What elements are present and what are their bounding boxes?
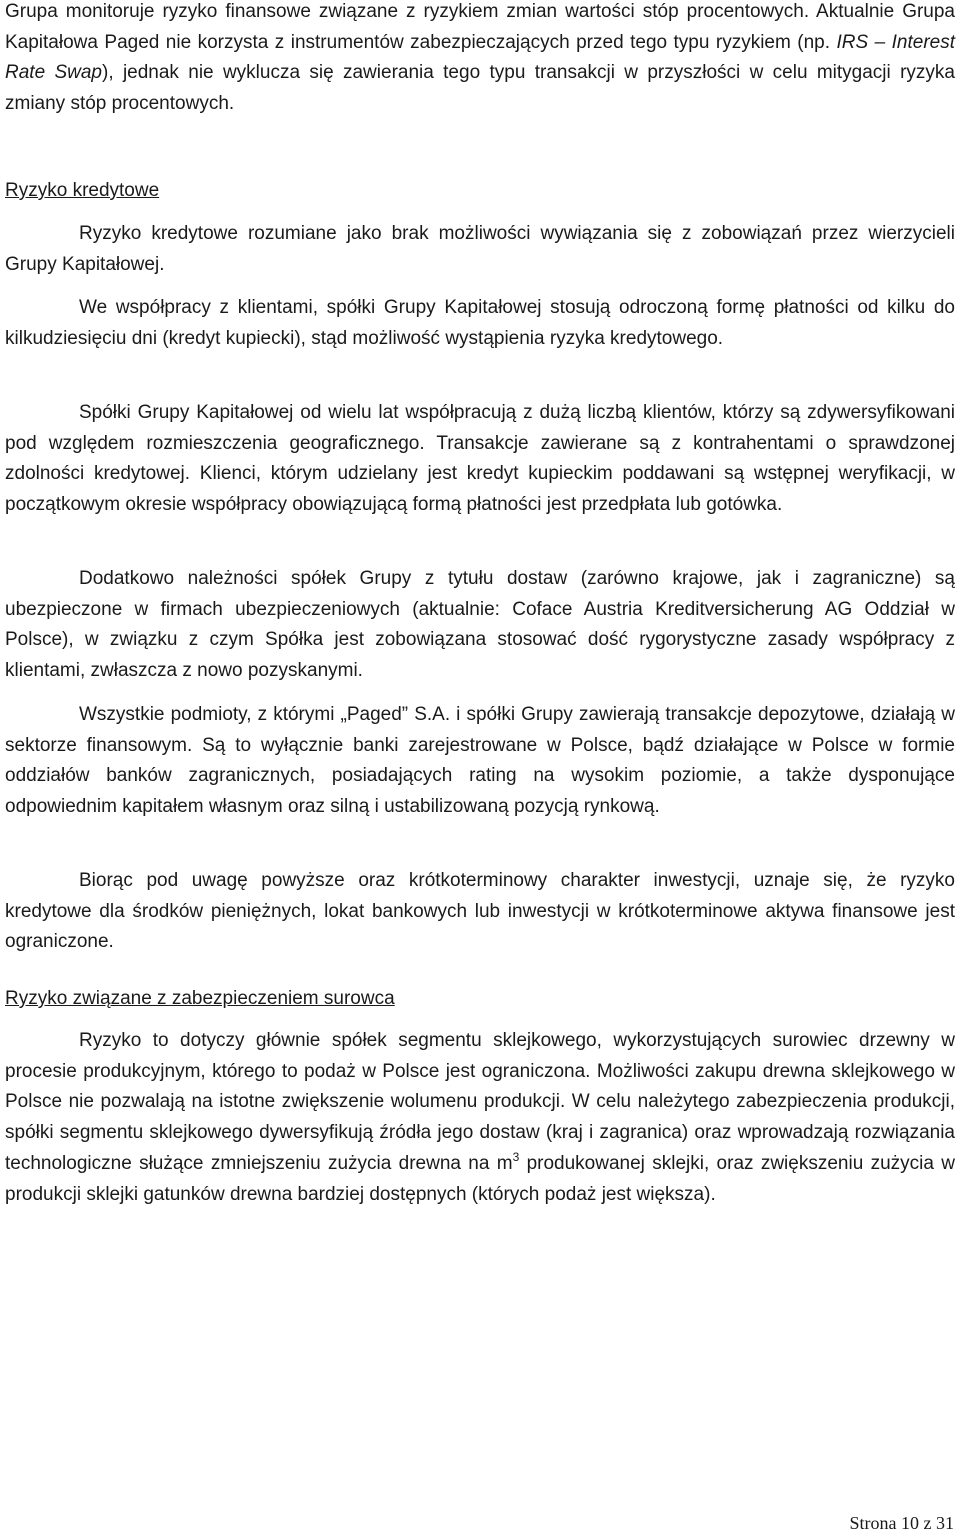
section-heading-raw-material-risk: Ryzyko związane z zabezpieczeniem surowca: [5, 988, 395, 1009]
paragraph-deferred-payment: We współpracy z klientami, spółki Grupy Kapitałowej stosują odroczoną formę płatności od kilku do kilkudziesięciu dni (kredyt kupiecki), stąd możliwość wystąpienia ryzyka kredytowego.: [5, 297, 955, 349]
paragraph-credit-definition: Ryzyko kredytowe rozumiane jako brak możliwości wywiązania się z zobowiązań przez wierzycieli Grupy Kapitałowej.: [5, 223, 955, 275]
paragraph-conclusion: Biorąc pod uwagę powyższe oraz krótkoterminowy charakter inwestycji, uznaje się, że ryzyko kredytowe dla środków pieniężnych, lokat bankowych lub inwestycji w krótkoterminowe aktywa finansowe jest ograniczone.: [5, 870, 955, 953]
paragraph-deposits: Wszystkie podmioty, z którymi „Paged” S.A. i spółki Grupy zawierają transakcje depozytowe, działają w sektorze finansowym. Są to wyłącznie banki zarejestrowane w Polsce, bądź działające w Polsce w formie oddziałów banków zagranicznych, posiadających rating na wysokim poziomie, a także dysponujące odpowiednim kapitałem własnym oraz silną i ustabilizowaną pozycją rynkową.: [5, 704, 955, 818]
paragraph-insurance: Dodatkowo należności spółek Grupy z tytułu dostaw (zarówno krajowe, jak i zagraniczne) są ubezpieczone w firmach ubezpieczeniowych (aktualnie: Coface Austria Kreditversicherung AG Oddział w Polsce), w związku z czym Spółka jest zobowiązana stosować dość rygorystyczne zasady współpracy z klientami, zwłaszcza z nowo pozyskanymi.: [5, 568, 955, 682]
paragraph-interest-rate: [5, 0, 955, 120]
superscript: 3: [512, 1149, 520, 1164]
paragraph-raw-material: [5, 1026, 955, 1210]
paragraph-clients: Spółki Grupy Kapitałowej od wielu lat współpracują z dużą liczbą klientów, którzy są zdywersyfikowani pod względem rozmieszczenia geograficznego. Transakcje zawierane są z kontrahentami o sprawdzonej zdolności kredytowej. Klienci, którym udzielany jest kredyt kupieckim poddawani są wstępnej weryfikacji, w początkowym okresie współpracy obowiązującą formą płatności jest przedpłata lub gotówka.: [5, 402, 955, 516]
page-number: Strona 10 z 31: [849, 1513, 954, 1533]
paragraph-text: Grupa monitoruje ryzyko finansowe związane z ryzykiem zmian wartości stóp procentowych. Aktualnie Grupa Kapitałowa Paged nie korzysta z instrumentów zabezpieczających przed tego typu ryzykiem (np.: [5, 1, 955, 53]
italic-term: IRS – Interest Rate Swap: [5, 31, 955, 84]
section-heading-credit-risk: Ryzyko kredytowe: [5, 180, 160, 201]
paragraph-text: Ryzyko to dotyczy głównie spółek segmentu sklejkowego, wykorzystujących surowiec drzewny w procesie produkcyjnym, którego to podaż w Polsce jest ograniczona. Możliwości zakupu drewna sklejkowego w Polsce nie pozwalają na istotne zwiększenie wolumenu produkcji. W celu należytego zabezpieczenia produkcji, spółki segmentu sklejkowego dywersyfikują źródła jego dostaw (kraj i zagranica) oraz wprowadzają rozwiązania technologiczne służące zmniejszeniu zużycia drewna na m: [5, 1030, 955, 1174]
paragraph-text: ), jednak nie wyklucza się zawierania tego typu transakcji w przyszłości w celu mitygacji ryzyka zmiany stóp procentowych.: [5, 62, 955, 115]
paragraph-text: produkowanej sklejki, oraz zwiększeniu zużycia w produkcji sklejki gatunków drewna bardziej dostępnych (których podaż jest większa).: [5, 1152, 955, 1205]
